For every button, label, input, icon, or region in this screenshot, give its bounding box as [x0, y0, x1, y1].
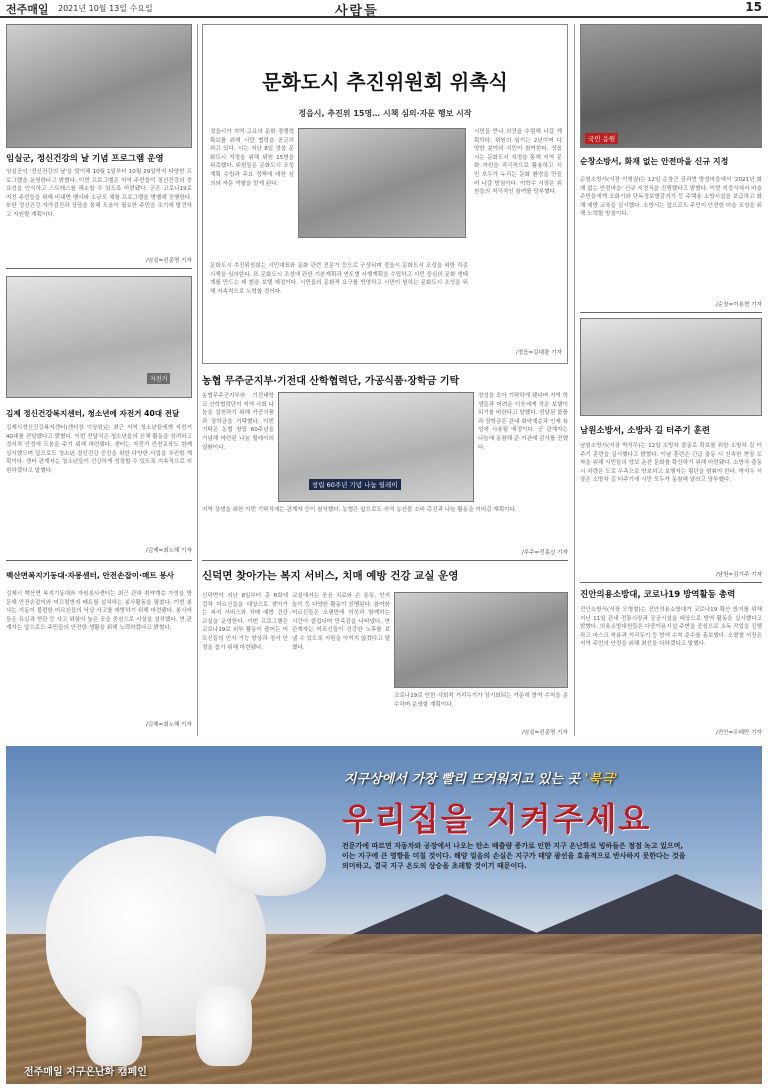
article-byline: /임실=진종명 기자 [145, 258, 192, 264]
article-byline: /정읍=김대광 기자 [515, 350, 562, 356]
feature-subhead: 정읍시, 추진위 15명… 시책 심의·자문 행보 시작 [298, 109, 472, 118]
masthead [0, 0, 768, 18]
article-byline: /남원=김기주 기자 [715, 572, 762, 578]
article-body: 농협무주군지부와 기전대학교 산학협력단이 지역 사회 나눔을 실천하기 위해 가공식품과 장학금을 기탁했다. 이번 기탁은 농협 창립 60주년을 기념해 마련된 나눔 릴레이의 일환이다. [202, 393, 274, 451]
paper-name: 전주매일 [6, 3, 49, 16]
article-photo-classroom [6, 24, 192, 148]
article-body: 문화도시 추진위원회는 시민대표와 문화 관련 전문가 등으로 구성되며 정읍시 문화도시 조성을 위한 각종 시책을 심의한다. 또 문화도시 조성에 관한 기본계획과 연도별 시행계획을 수립하고 시민 중심의 문화 생태계를 만드는 데 힘을 보탤 예정이다. 시민들의 문화적 요구를 반영하고 시민이 원하는 문화도시 조성을 위해 지속적으로 노력할 것이다. [210, 263, 468, 295]
polar-bear-leg [86, 986, 142, 1066]
divider [6, 268, 192, 269]
ad-body: 전문가에 따르면 자동차와 공장에서 나오는 탄소 배출량 증가로 인한 지구 온난화로 빙하들은 점점 녹고 있으며, 이는 지구에 큰 영향을 미칠 것이다. 해양 얼음의 손실은 지구가 태양 광선을 효율적으로 반사하지 못한다는 것을 의미하고, 결국 지구 온도의 상승을 초래할 것이기 때문이다. [342, 842, 686, 870]
divider [202, 560, 568, 561]
article-body: 김제시 백산면 복지기동대와 자원봉사센터는 최근 관내 취약계층 가정을 방문해 안전손잡이와 미끄럼방지 매트를 설치하는 봉사활동을 펼쳤다. 이번 봉사는 거동이 불편한 어르신들의 낙상 사고를 예방하기 위해 마련됐다. 봉사자들은 욕실과 현관 등 사고 위험이 높은 곳을 중심으로 시설을 설치했다. 면 관계자는 앞으로도 주민들의 안전한 생활을 위해 노력하겠다고 밝혔다. [6, 591, 192, 632]
feature-headline: 문화도시 추진위원회 위촉식 [262, 70, 508, 94]
photo-banner: 국민 응원 [585, 133, 618, 144]
article-byline: /무주=전홍선 기자 [521, 550, 568, 556]
ad-tagline-highlight: '북극' [584, 772, 618, 787]
column-divider [574, 24, 575, 736]
divider [580, 312, 762, 313]
article-photo-firetruck [580, 318, 762, 416]
ad-credit: 전주매일 지구온난화 캠페인 [24, 1067, 147, 1078]
photo-caption: 자전거 [147, 373, 170, 384]
article-headline: 남원소방서, 소방차 길 터주기 훈련 [580, 426, 711, 436]
ad-tagline [344, 768, 618, 787]
article-headline: 순창소방서, 화재 없는 안전마을 신규 지정 [580, 157, 729, 166]
polar-bear-head [216, 816, 326, 896]
divider [580, 582, 762, 583]
article-byline: /임실=진종명 기자 [521, 730, 568, 736]
article-body: 신덕면이 지난 8일부터 총 8회에 걸쳐 어르신들을 대상으로 찾아가는 복지 서비스와 치매 예방 건강 교실을 운영한다. 이번 프로그램은 코로나19로 외부 활동이 줄어든 어르신들의 인지 기능 향상과 정서 안정을 돕기 위해 마련됐다. [202, 593, 288, 651]
column-divider [197, 24, 198, 736]
article-byline: /진안=우태만 기자 [715, 730, 762, 736]
article-body: 지역 상생을 위한 이번 기탁식에는 관계자 등이 참석했다. 농협은 앞으로도 지역 농산물 소비 촉진과 나눔 활동을 이어갈 계획이다. [202, 507, 517, 513]
article-photo-bicycles [6, 276, 192, 398]
article-body: 진안소방서(서장 오형철)는 진안의용소방대가 코로나19 확산 방지를 위해 지난 11일 관내 전통시장과 공공시설을 대상으로 방역 활동을 실시했다고 밝혔다. 의용소방대원들은 다중이용시설 주변을 중심으로 소독 작업을 진행하고 마스크 착용과 거리두기 등 방역 수칙 준수를 홍보했다. 오형철 서장은 지역 주민의 안전을 위해 최선을 다하겠다고 말했다. [580, 607, 762, 648]
article-body: 코로나19로 인한 사회적 거리두기가 장기화되는 가운데 방역 수칙을 준수하며 운영할 계획이다. [394, 693, 568, 708]
article-headline: 백산면복지기동대·자봉센터, 안전손잡이·매트 봉사 [6, 571, 174, 580]
article-headline: 진안의용소방대, 코로나19 방역활동 총력 [580, 590, 736, 600]
article-body: 정성을 모아 기탁하게 됐다며 지역 학생들과 어려운 이웃에게 작은 보탬이 되기를 바란다고 말했다. 전달된 물품과 장학금은 관내 취약계층과 인재 육성에 사용될 예정이다. 군 관계자는 나눔에 동참해 준 기관에 감사를 전했다. [478, 393, 568, 451]
article-photo-firestation [580, 24, 762, 148]
divider [6, 560, 192, 561]
article-photo-donation [278, 392, 474, 502]
article-body: 교실에서는 웃음 치료와 손 운동, 인지 놀이 등 다양한 활동이 진행된다. 참여한 어르신들은 오랜만에 이웃과 함께하는 시간이 즐겁다며 만족감을 나타냈다. 면 관계자는 어르신들이 건강한 노후를 보낼 수 있도록 지원을 아끼지 않겠다고 말했다. [292, 593, 390, 651]
section-title: 사람들 [335, 4, 379, 19]
ad-slogan: 우리집을 지켜주세요 [342, 800, 652, 838]
article-byline: /김제=최노해 기자 [145, 722, 192, 728]
article-photo-class [394, 592, 568, 688]
article-headline: 농협 무주군지부·기전대 산학협력단, 가공식품·장학금 기탁 [202, 376, 460, 387]
article-photo-committee [298, 128, 466, 238]
article-headline: 신덕면 찾아가는 복지 서비스, 치매 예방 건강 교실 운영 [202, 570, 459, 582]
article-headline: 김제 정신건강복지센터, 청소년에 자전거 40대 전달 [6, 409, 180, 418]
photo-banner: 창립 60주년 기념 나눔 릴레이 [309, 479, 401, 490]
article-byline: /김제=최노해 기자 [145, 548, 192, 554]
article-body: 임실군이 '정신건강의 날'을 맞이해 10월 1일부터 10월 29일까지 다양한 프로그램을 운영한다고 밝혔다. 이번 프로그램은 지역 주민들이 정신건강의 중요성을 인식하고 스트레스를 해소할 수 있도록 마련됐다. 군은 코로나19로 지친 주민들을 위해 비대면 행사와 소규모 체험 프로그램을 병행해 진행한다. 또한 정신건강 자가검진과 상담을 통해 도움이 필요한 주민을 조기에 발견하고 지원할 계획이다. [6, 169, 192, 218]
climate-campaign-ad [6, 746, 762, 1084]
article-body: 남원소방서(서장 박석우)는 12일 소방차 출동로 확보를 위한 소방차 길 터주기 훈련을 실시했다고 밝혔다. 이날 훈련은 긴급 출동 시 신속한 현장 도착을 위해 시민들의 양보 운전 문화를 확산하기 위해 마련됐다. 소방차 출동 시 차량은 도로 우측으로 양보하고 보행자는 횡단을 멈춰야 한다. 박석우 서장은 소방차 길 터주기에 시민 모두가 동참해 달라고 당부했다. [580, 443, 762, 484]
issue-date: 2021년 10월 13일 수요일 [58, 4, 153, 13]
article-body: 시민을 만나 의견을 수렴해 나갈 계획이다. 위원의 임기는 2년이며 다양한 분야의 시민이 참여한다. 정읍시는 문화도시 지정을 통해 지역 문화 자원을 적극적으로 활용하고 시민 모두가 누리는 문화 환경을 만들어 나갈 방침이다. 이학수 시장은 위원들의 적극적인 참여를 당부했다. [474, 129, 562, 196]
article-byline: /순창=이용현 기자 [715, 302, 762, 308]
polar-bear-leg [196, 986, 252, 1066]
article-body: 순창소방서(서장 이형권)는 12일 순창군 금과면 방성마을에서 '2021년 화재 없는 안전마을' 신규 지정식을 진행했다고 밝혔다. 이번 지정식에서 마을 주민들에게 소화기와 단독경보형감지기 등 주택용 소방시설을 보급하고 화재 예방 교육을 실시했다. 소방서는 앞으로도 주민이 안전한 마을 조성을 위해 노력할 방침이다. [580, 177, 762, 218]
article-headline: 임실군, 정신건강의 날 기념 프로그램 운영 [6, 154, 164, 164]
ad-tagline-text: 지구상에서 가장 빨리 뜨거워지고 있는 곳 [344, 772, 585, 787]
article-body: 김제시정신건강복지센터(센터장 이상원)는 최근 지역 청소년들에게 자전거 40대를 전달했다고 밝혔다. 이번 전달식은 청소년들의 신체 활동을 장려하고 정서적 안정에 도움을 주기 위해 마련됐다. 센터는 자전거 안전교육도 함께 실시했으며 앞으로도 청소년 정신건강 증진을 위한 다양한 사업을 추진할 계획이다. 센터 관계자는 청소년들이 건강하게 성장할 수 있도록 지속적으로 지원하겠다고 말했다. [6, 425, 192, 474]
article-body: 정읍시가 지역 고유의 문화 경쟁력 확보를 위해 시민 협력을 공고히 하고 있다. 시는 지난 8일 정읍 문화도시 지정을 위해 위원 15명을 위촉했다. 위원들은 문화도시 조성 계획 수립과 주요 정책에 대한 심의와 자문 역할을 맡게 된다. [210, 129, 294, 187]
page-number: 15 [745, 0, 762, 14]
